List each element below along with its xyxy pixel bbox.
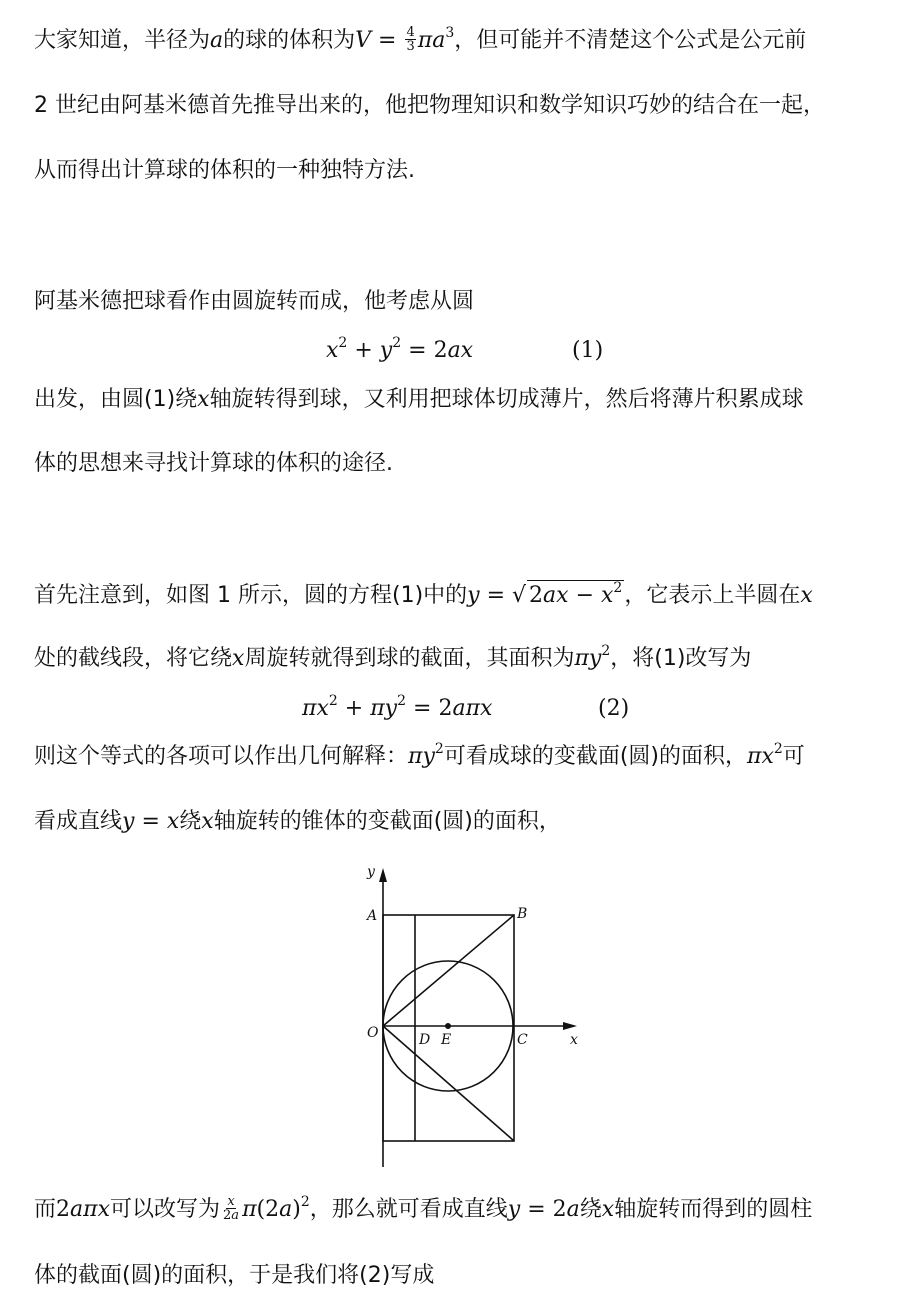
p3-line2 <box>34 644 751 674</box>
p4-line2: 体的截面(圆)的面积，于是我们将(2)写成 <box>34 1263 435 1288</box>
math-volume-formula: V = $\frac{4}{3}$ $\pi a^3$ <box>355 24 455 54</box>
p3-line3 <box>34 742 805 772</box>
figure-1-diagram <box>355 862 590 1172</box>
p4-l1-text5: 轴旋转而得到的圆柱 <box>614 1197 813 1222</box>
math-y-eq-x: y = x <box>122 809 180 834</box>
p4-l1-text4: 绕 <box>579 1197 602 1222</box>
p2-l2-text2: 轴旋转得到球，又利用把球体切成薄片，然后将薄片积累成球 <box>209 387 804 412</box>
p4-l1-text3: ，那么就可看成直线 <box>309 1197 508 1222</box>
line-o-to-b <box>383 915 514 1026</box>
p4-l1-text1: 而 <box>34 1197 57 1222</box>
math-2a-pi-x: 2aπx <box>56 1197 110 1222</box>
math-pi-y2: $\pi y^2$ <box>574 642 611 671</box>
label-a: A <box>367 908 378 924</box>
p4-line1 <box>34 1195 812 1225</box>
p3-line4 <box>34 807 561 837</box>
math-x: x <box>201 809 214 834</box>
label-c: C <box>517 1032 528 1048</box>
math-frac-x-2a-pi-2a-sq: $\frac{x}{2a}$ $\pi(2a)^2$ <box>223 1193 310 1223</box>
p3-line1 <box>34 580 813 611</box>
p1-l1-text1: 大家知道，半径为 <box>34 28 211 53</box>
label-d: D <box>419 1032 431 1048</box>
p3-l2-text3: ，将(1)改写为 <box>610 646 752 671</box>
p2-line3: 体的思想来寻找计算球的体积的途径. <box>34 451 393 476</box>
p2-l2-text1: 出发，由圆(1)绕 <box>34 387 198 412</box>
math-x: x <box>197 387 210 412</box>
p1-line2: 2 世纪由阿基米德首先推导出来的，他把物理知识和数学知识巧妙的结合在一起， <box>34 93 825 118</box>
p3-l4-text2: 绕 <box>179 809 202 834</box>
math-a: a <box>210 28 224 53</box>
label-x: x <box>570 1032 578 1048</box>
x-axis-arrow <box>563 1022 577 1030</box>
p3-l1-text1: 首先注意到，如图 1 所示，圆的方程(1)中的 <box>34 583 468 608</box>
math-x: x <box>232 646 245 671</box>
p1-l1-text3: ，但可能并不清楚这个公式是公元前 <box>454 28 807 53</box>
p3-l2-text1: 处的截线段，将它绕 <box>34 646 233 671</box>
point-e-dot <box>445 1023 451 1029</box>
math-x: x <box>601 1197 615 1222</box>
p3-l4-text3: 轴旋转的锥体的变截面(圆)的面积， <box>213 809 561 834</box>
label-e: E <box>441 1032 452 1048</box>
math-y-sqrt: y = √ $2ax - x^2$ <box>467 583 624 608</box>
p1-l1-text2: 的球的体积为 <box>223 28 356 53</box>
p2-line2 <box>34 385 804 415</box>
math-pi-y2: $\pi y^2$ <box>408 740 444 769</box>
label-o: O <box>367 1025 379 1041</box>
equation-2 <box>302 694 492 724</box>
equation-2-label: (2) <box>598 696 630 721</box>
equation-1 <box>326 336 473 366</box>
math-pi-x2: $\pi x^2$ <box>747 740 783 769</box>
math-y-eq-2a: y = 2a <box>507 1197 580 1222</box>
p3-l1-text2: ，它表示上半圆在 <box>624 583 801 608</box>
equation-1-label: (1) <box>572 338 604 363</box>
p2-line1: 阿基米德把球看作由圆旋转而成，他考虑从圆 <box>34 289 475 314</box>
equation-1-formula: $x^2 + y^2 = 2ax$ <box>326 334 474 363</box>
p1-line1 <box>34 26 806 56</box>
p3-l3-text1: 则这个等式的各项可以作出几何解释： <box>34 744 409 769</box>
p3-l3-text3: 可 <box>782 744 805 769</box>
equation-2-formula: $\pi x^2 + \pi y^2 = 2a\pi x$ <box>302 692 493 721</box>
p4-l1-text2: 可以改写为 <box>110 1197 221 1222</box>
label-b: B <box>517 906 528 922</box>
label-y: y <box>367 864 375 880</box>
y-axis-arrow <box>379 868 387 882</box>
p3-l2-text2: 周旋转就得到球的截面，其面积为 <box>244 646 575 671</box>
math-x: x <box>800 583 813 608</box>
p1-line3: 从而得出计算球的体积的一种独特方法. <box>34 158 415 183</box>
p3-l4-text1: 看成直线 <box>34 809 123 834</box>
p3-l3-text2: 可看成球的变截面(圆)的面积， <box>443 744 747 769</box>
